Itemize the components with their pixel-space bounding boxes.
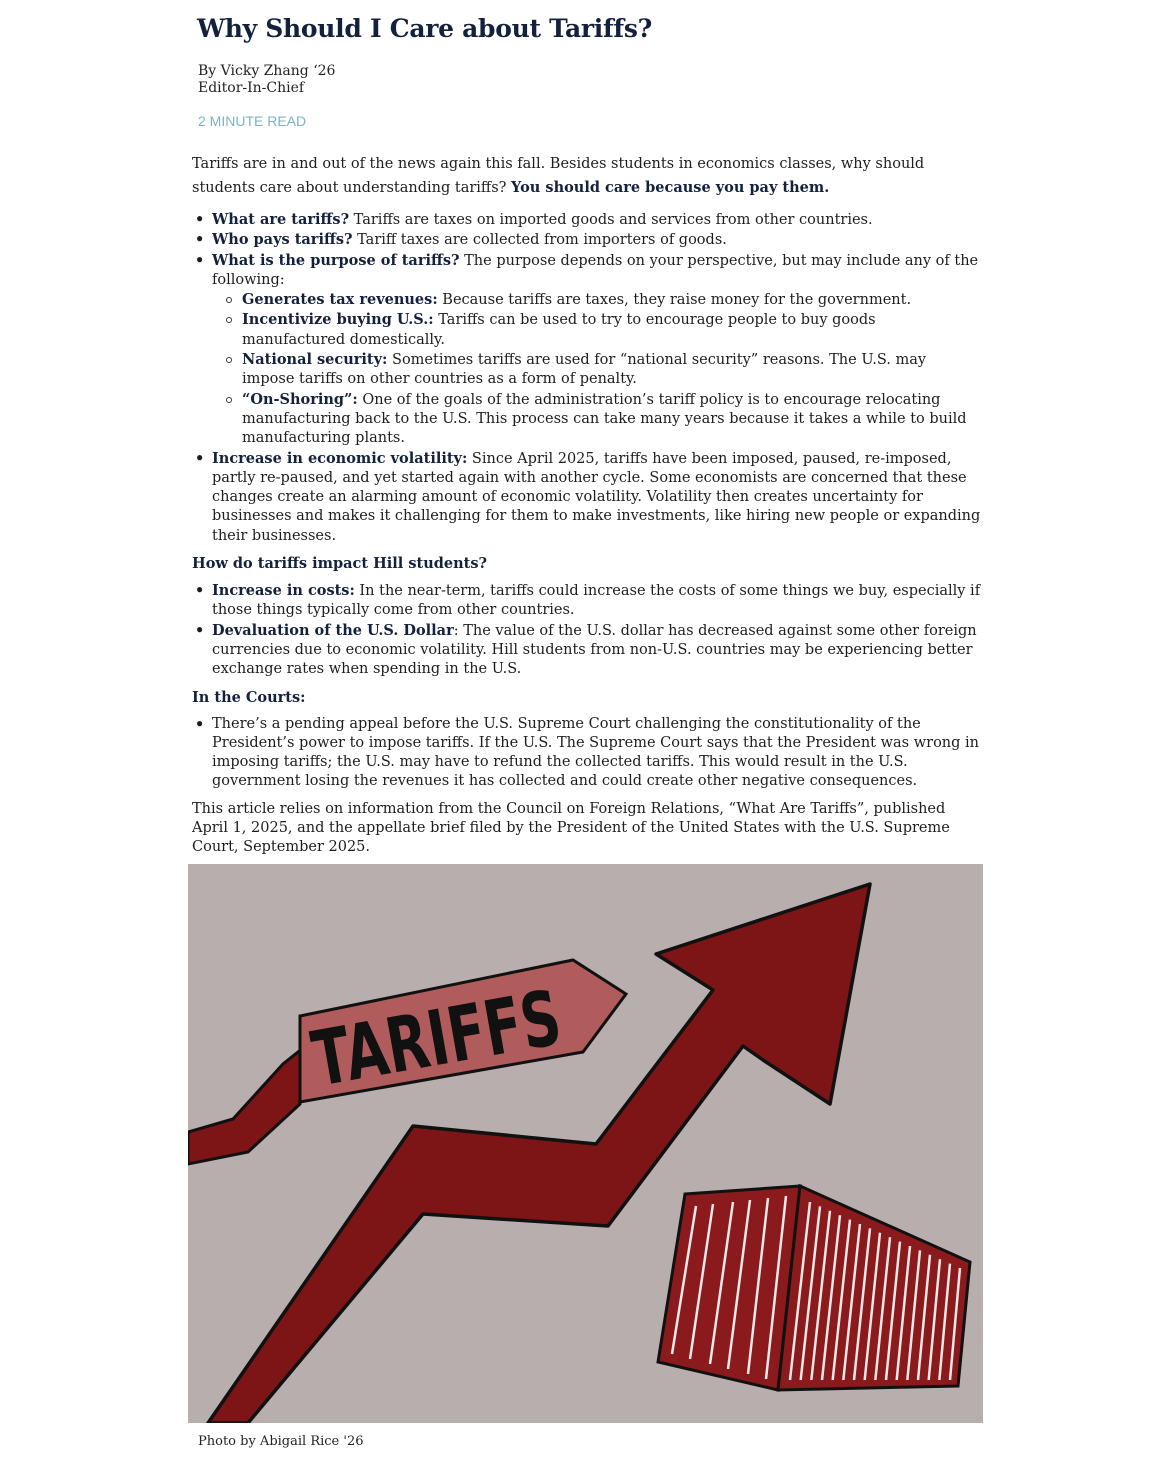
list-item-term: Increase in economic volatility:: [212, 449, 468, 467]
sub-list-item: [212, 390, 982, 449]
list-item: [192, 210, 982, 230]
list-item: [192, 715, 982, 792]
intro-paragraph: [192, 152, 982, 200]
list-item-text: Since April 2025, tariffs have been imposed, paused, re-imposed, partly re-paused, and yet started again with another cycle. Some economists are concerned that these changes create an alarming amount of economic volatility. Volatility then creates uncertainty for businesses and makes it challenging for them to make investments, like hiring new people or expanding their businesses.: [212, 450, 981, 544]
list-item-text: : The value of the U.S. dollar has decreased against some other foreign currencies due to economic volatility. Hill students from non-U.S. countries may be experiencing better exchange rates when spending in the U.S.: [212, 622, 977, 678]
sources-paragraph: This article relies on information from the Council on Foreign Relations, “What Are Tariffs”, published April 1, 2025, and the appellate brief filed by the President of the United States with the U.S. Supreme Court, September 2025.: [192, 800, 950, 856]
list-item-term: Devaluation of the U.S. Dollar: [212, 621, 454, 639]
courts-list: [192, 715, 982, 792]
list-item-term: What is the purpose of tariffs?: [212, 251, 460, 269]
byline: [198, 63, 335, 97]
sub-list-item-text: One of the goals of the administration’s tariff policy is to encourage relocating manufacturing back to the U.S. This process can take many years because it takes a while to build manufacturing plants.: [242, 391, 967, 447]
sub-list-item-text: Because tariffs are taxes, they raise money for the government.: [437, 292, 912, 309]
sub-list-item-term: “On-Shoring”:: [242, 390, 358, 408]
sub-list-item-term: Incentivize buying U.S.:: [242, 311, 434, 329]
list-item: [192, 581, 982, 621]
tariffs-illustration: [188, 864, 983, 1423]
author-name[interactable]: By Vicky Zhang ‘26: [198, 63, 336, 79]
list-item-term: What are tariffs?: [212, 211, 350, 228]
tariffs-sign-text: TARIFFS: [305, 955, 666, 1104]
sub-list-item-text: Sometimes tariffs are used for “national security” reasons. The U.S. may impose tariffs on other countries as a form of penalty.: [242, 352, 927, 388]
sub-list-item: [212, 290, 982, 310]
sub-list-item: [212, 350, 982, 390]
list-item-text: In the near-term, tariffs could increase the costs of some things we buy, especially if those things typically come from other countries.: [212, 583, 981, 619]
read-time-label: 2 MINUTE READ: [198, 113, 307, 129]
intro-bold: You should care because you pay them.: [511, 179, 830, 196]
tariff-basics-list: [192, 210, 982, 546]
sub-list-item: [212, 310, 982, 350]
list-item: [192, 449, 982, 546]
list-item: [192, 251, 982, 449]
list-item: [192, 621, 982, 680]
students-list: [192, 581, 982, 679]
list-item-text: The purpose depends on your perspective, but may include any of the following:: [212, 252, 979, 288]
sub-list-item-term: National security:: [242, 351, 388, 369]
article-body: [192, 152, 982, 858]
small-arrow-shape: [188, 1044, 308, 1164]
author-role: Editor-In-Chief: [198, 80, 305, 96]
intro-text: Tariffs are in and out of the news again this fall. Besides students in economics classes, why should students care about understanding tariffs?: [192, 156, 925, 196]
list-item-text: Tariff taxes are collected from importers of goods.: [352, 232, 727, 249]
list-item: [192, 230, 982, 250]
section-heading-students: How do tariffs impact Hill students?: [192, 555, 488, 573]
section-heading-courts: In the Courts:: [192, 688, 306, 706]
list-item-text: Tariffs are taxes on imported goods and services from other countries.: [349, 212, 873, 228]
illustration-svg: [188, 864, 983, 1423]
article-title: Why Should I Care about Tariffs?: [197, 14, 653, 43]
purpose-sublist: [212, 290, 982, 448]
sub-list-item-term: Generates tax revenues:: [242, 291, 438, 309]
sub-list-item-text: Tariffs can be used to try to encourage people to buy goods manufactured domestically.: [242, 312, 876, 348]
list-item-text: There’s a pending appeal before the U.S. Supreme Court challenging the constitutionality of the President’s power to impose tariffs. If the U.S. The Supreme Court says that the President was wrong in imposing tariffs; the U.S. may have to refund the collected tariffs. This would result in the U.S. government losing the revenues it has collected and could create other negative consequences.: [212, 715, 980, 790]
photo-caption: Photo by Abigail Rice '26: [198, 1434, 364, 1449]
list-item-term: Increase in costs:: [212, 582, 355, 600]
list-item-term: Who pays tariffs?: [212, 231, 353, 249]
shipping-container-icon: [658, 1186, 970, 1390]
